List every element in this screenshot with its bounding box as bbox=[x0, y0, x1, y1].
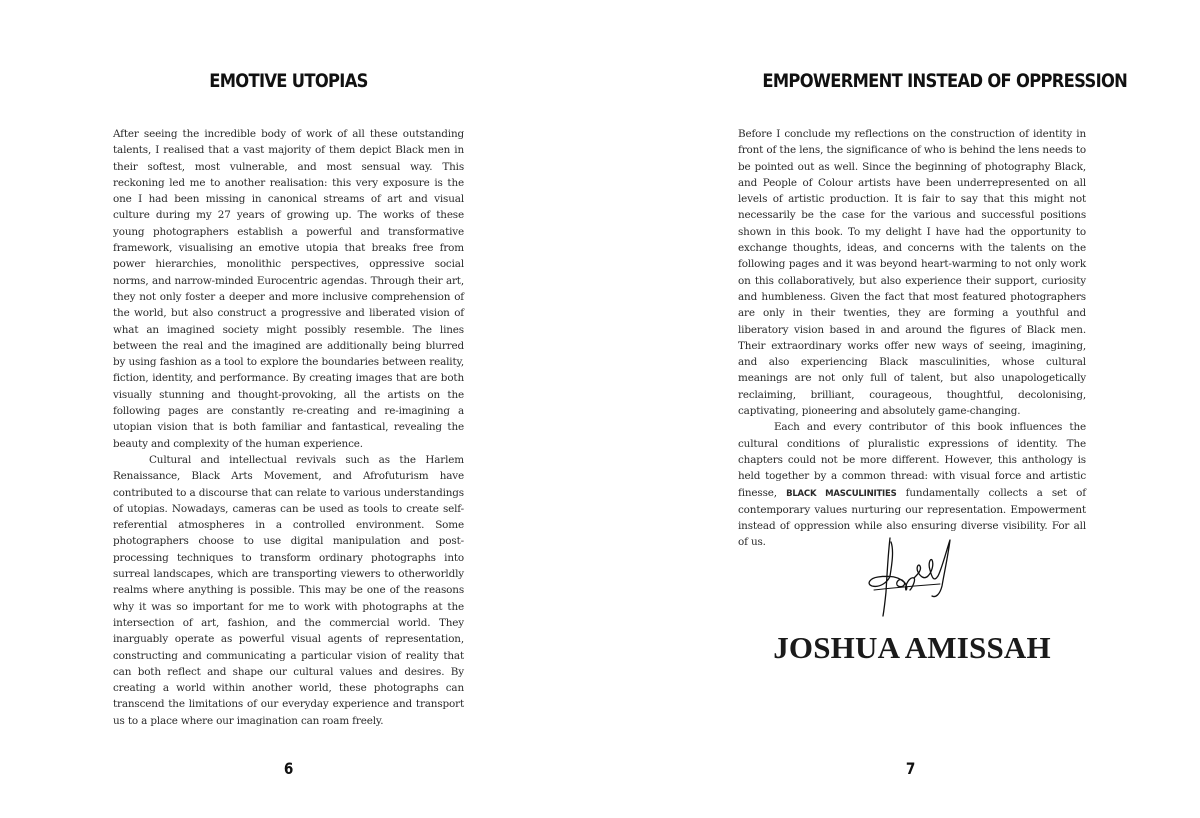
right-page bbox=[600, 0, 1200, 818]
book-title-inline: BLACK MASCULINITIES bbox=[786, 488, 897, 499]
left-page-body bbox=[113, 126, 464, 729]
right-page-title: EMPOWERMENT INSTEAD OF OPPRESSION bbox=[762, 70, 1128, 92]
signature-icon bbox=[862, 530, 962, 620]
left-page-title: EMOTIVE UTOPIAS bbox=[209, 70, 368, 92]
author-name: JOSHUA AMISSAH bbox=[773, 630, 1051, 665]
right-paragraph-2-start: Each and every contributor of this book influences the cultural conditions of pluralistic expressions of identity. The chapters could not be more different. However, this anthology is held together by a common thread: with visual force and artistic finesse, bbox=[738, 421, 1086, 499]
left-paragraph-1: After seeing the incredible body of work of all these outstanding talents, I realised that a vast majority of them depict Black men in their softest, most vulnerable, and most sensual way. This reckoning led me to another realisation: this very exposure is the one I had been missing in canonical streams of art and visual culture during my 27 years of growing up. The works of these young photographers establish a powerful and transformative framework, visualising an emotive utopia that breaks free from power hierarchies, monolithic perspectives, oppressive social norms, and narrow-minded Eurocentric agendas. Through their art, they not only foster a deeper and more inclusive comprehension of the world, but also construct a progressive and liberated vision of what an imagined society might possibly resemble. The lines between the real and the imagined are additionally being blurred by using fashion as a tool to explore the boundaries between reality, fiction, identity, and performance. By creating images that are both visually stunning and thought-provoking, all the artists on the following pages are constantly re-creating and re-imagining a utopian vision that is both familiar and fantastical, revealing the beauty and complexity of the human experience. bbox=[113, 128, 464, 450]
right-paragraph-1: Before I conclude my reflections on the construction of identity in front of the lens, the significance of who is behind the lens needs to be pointed out as well. Since the beginning of photography Black, and People of Colour artists have been underrepresented on all levels of artistic production. It is fair to say that this might not necessarily be the case for the various and successful positions shown in this book. To my delight I have had the opportunity to exchange thoughts, ideas, and concerns with the talents on the following pages and it was beyond heart-warming to not only work on this collaboratively, but also experience their support, curiosity and humbleness. Given the fact that most featured photographers are only in their twenties, they are forming a youthful and liberatory vision based in and around the figures of Black men. Their extraordinary works offer new ways of seeing, imagining, and also experiencing Black masculinities, whose cultural meanings are not only full of talent, but also unapologetically reclaiming, brilliant, courageous, thoughtful, decolonising, captivating, pioneering and absolutely game-changing. bbox=[738, 128, 1086, 418]
left-page-number: 6 bbox=[283, 759, 294, 778]
left-paragraph-2: Cultural and intellectual revivals such as the Harlem Renaissance, Black Arts Movement, and Afrofuturism have contributed to a discourse that can relate to various understandings of utopias. Nowadays, cameras can be used as tools to create self-referential atmospheres in a controlled environment. Some photographers choose to use digital manipulation and post-processing techniques to transform ordinary photographs into surreal landscapes, which are transporting viewers to otherworldly realms where anything is possible. This may be one of the reasons why it was so important for me to work with photographs at the intersection of art, fashion, and the commercial world. They inarguably operate as powerful visual agents of representation, constructing and communicating a particular vision of reality that can both reflect and shape our cultural values and desires. By creating a world within another world, these photographs can transcend the limitations of our everyday experience and transport us to a place where our imagination can roam freely. bbox=[113, 453, 464, 727]
right-page-body bbox=[738, 126, 1086, 551]
right-page-number: 7 bbox=[905, 759, 916, 778]
right-paragraph-2-end: fundamentally collects a set of contemporary values nurturing our representation. Empowerment instead of oppression while also ensuring diverse visibility. For all of us. bbox=[738, 486, 1086, 549]
